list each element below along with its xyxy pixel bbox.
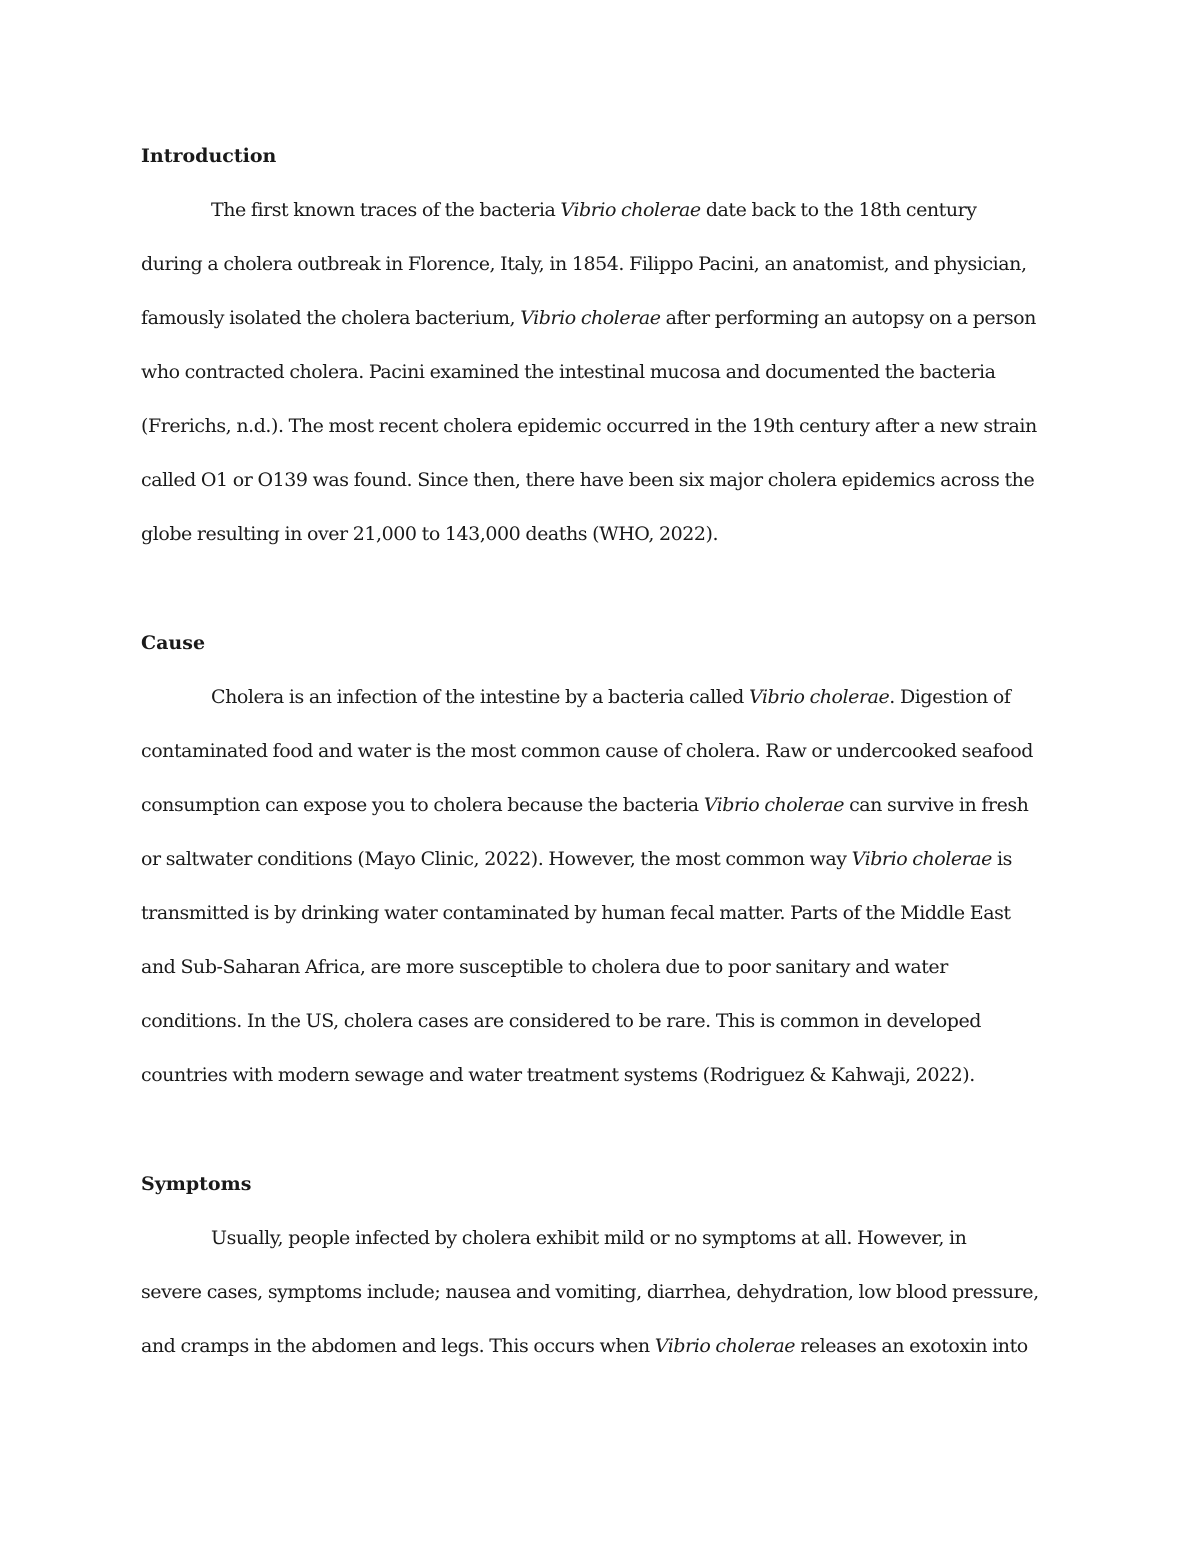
text-run: globe resulting in over 21,000 to 143,000 deaths (WHO, 2022). — [141, 523, 719, 545]
paragraph-line — [211, 198, 977, 222]
paragraph-line — [141, 901, 1011, 925]
paragraph-line — [141, 468, 1034, 492]
paragraph-line — [141, 414, 1037, 438]
italic-term: Vibrio cholerae — [654, 1335, 796, 1357]
paragraph-line — [141, 847, 1012, 871]
paragraph-line — [141, 955, 948, 979]
text-run: and cramps in the abdomen and legs. This occurs when — [141, 1335, 655, 1357]
text-run: countries with modern sewage and water treatment systems (Rodriguez & Kahwaji, 2022). — [141, 1064, 975, 1086]
paragraph-line — [141, 1280, 1039, 1304]
paragraph-line — [141, 306, 1036, 330]
text-run: (Frerichs, n.d.). The most recent cholera epidemic occurred in the 19th century after a new strain — [141, 415, 1037, 437]
text-run: during a cholera outbreak in Florence, Italy, in 1854. Filippo Pacini, an anatomist, and physician, — [141, 253, 1027, 275]
text-run: is — [991, 848, 1012, 870]
text-run: consumption can expose you to cholera because the bacteria — [141, 794, 704, 816]
paragraph-line — [141, 1334, 1028, 1358]
text-run: who contracted cholera. Pacini examined the intestinal mucosa and documented the bacteria — [141, 361, 996, 383]
paragraph-line — [141, 360, 995, 384]
text-run: called O1 or O139 was found. Since then, there have been six major cholera epidemics across the — [141, 469, 1035, 491]
paragraph-line — [141, 522, 718, 546]
text-run: can survive in fresh — [844, 794, 1029, 816]
text-run: Cholera is an infection of the intestine by a bacteria called — [211, 686, 749, 708]
paragraph-line — [141, 793, 1028, 817]
text-run: Usually, people infected by cholera exhibit mild or no symptoms at all. However, in — [211, 1227, 967, 1249]
italic-term: Vibrio cholerae — [703, 794, 845, 816]
italic-term: Vibrio cholerae — [851, 848, 992, 870]
section-heading-symptoms: Symptoms — [141, 1173, 252, 1195]
italic-term: Vibrio cholerae — [560, 199, 701, 221]
text-run: severe cases, symptoms include; nausea and vomiting, diarrhea, dehydration, low blood pressure, — [141, 1281, 1039, 1303]
paragraph-line — [141, 1009, 981, 1033]
italic-term: Vibrio cholerae — [748, 686, 890, 708]
text-run: transmitted is by drinking water contaminated by human fecal matter. Parts of the Middle East — [141, 902, 1011, 924]
text-run: releases an exotoxin into — [795, 1335, 1028, 1357]
paragraph-line — [141, 739, 1033, 763]
text-run: . Digestion of — [889, 686, 1011, 708]
paragraph-line — [141, 252, 1027, 276]
paragraph-line — [211, 1226, 966, 1250]
text-run: famously isolated the cholera bacterium, — [141, 307, 521, 329]
text-run: conditions. In the US, cholera cases are considered to be rare. This is common in developed — [141, 1010, 981, 1032]
section-heading-cause: Cause — [141, 632, 206, 654]
text-run: or saltwater conditions (Mayo Clinic, 2022). However, the most common way — [141, 848, 852, 870]
text-run: date back to the 18th century — [700, 199, 977, 221]
text-run: after performing an autopsy on a person — [660, 307, 1036, 329]
text-run: The first known traces of the bacteria — [211, 199, 561, 221]
italic-term: Vibrio cholerae — [520, 307, 661, 329]
paragraph-line — [141, 1063, 975, 1087]
paragraph-line — [211, 685, 1010, 709]
text-run: and Sub-Saharan Africa, are more susceptible to cholera due to poor sanitary and water — [141, 956, 948, 978]
section-heading-introduction: Introduction — [141, 145, 277, 167]
text-run: contaminated food and water is the most common cause of cholera. Raw or undercooked seafood — [141, 740, 1033, 762]
